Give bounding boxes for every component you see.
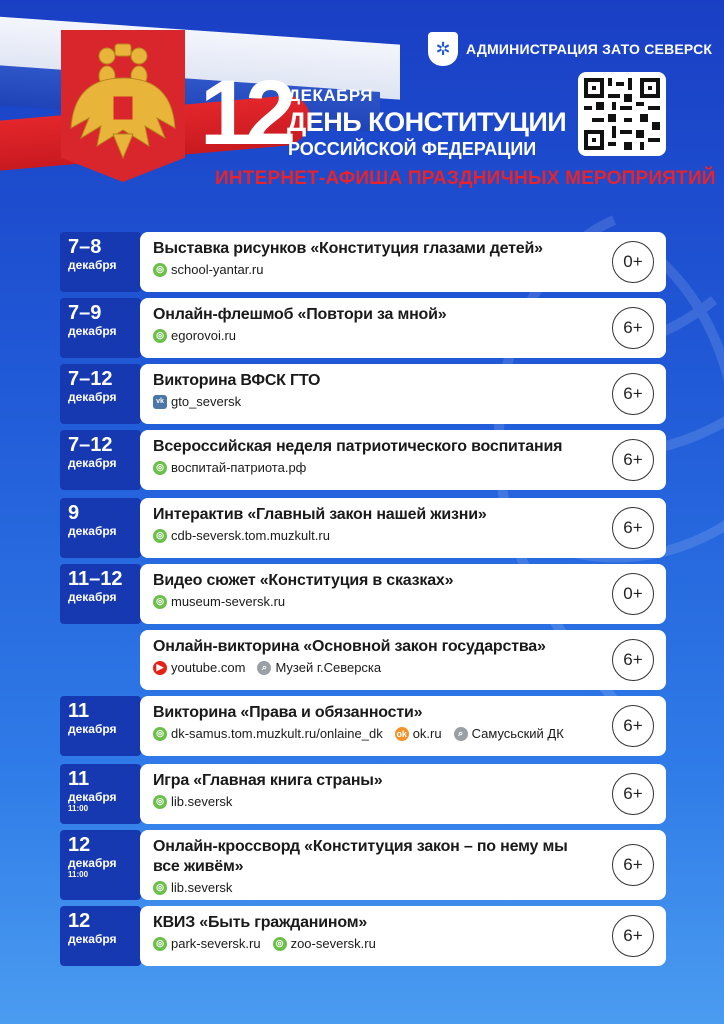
event-date bbox=[60, 430, 141, 490]
event-title: Игра «Главная книга страны» bbox=[153, 772, 383, 789]
event-title: Всероссийская неделя патриотического воспитания bbox=[153, 438, 563, 455]
event-link-text: Самусьский ДК bbox=[471, 726, 564, 741]
event-date-day: 12 bbox=[68, 910, 91, 932]
event-row bbox=[60, 696, 666, 756]
globe-icon: ◎ bbox=[153, 595, 167, 609]
event-title: Онлайн-викторина «Основной закон государства» bbox=[153, 638, 546, 655]
event-time: 11:00 bbox=[68, 870, 89, 879]
event-date-day: 7–12 bbox=[68, 434, 113, 456]
odnoklassniki-icon: ok bbox=[396, 728, 407, 739]
search-icon: ⌕ bbox=[454, 727, 468, 741]
event-link[interactable] bbox=[153, 394, 241, 409]
event-link-text: Музей г.Северска bbox=[275, 660, 382, 675]
event-row bbox=[60, 630, 666, 690]
event-date-month: декабря bbox=[68, 390, 117, 404]
event-link[interactable] bbox=[257, 660, 381, 675]
event-link[interactable] bbox=[153, 794, 232, 809]
event-links bbox=[153, 880, 610, 895]
seversk-emblem-icon: ✲ bbox=[428, 32, 458, 66]
event-link[interactable] bbox=[153, 460, 306, 475]
event-date-month: декабря bbox=[68, 790, 117, 804]
globe-icon: ◎ bbox=[153, 937, 167, 951]
event-title: Онлайн-кроссворд «Конституция закон – по нему мы все живём» bbox=[153, 838, 568, 875]
event-date-month: декабря bbox=[68, 722, 117, 736]
coat-of-arms-icon bbox=[61, 30, 185, 182]
event-link-text: ok.ru bbox=[412, 726, 442, 741]
age-rating-badge: 6+ bbox=[612, 307, 654, 349]
event-date bbox=[60, 298, 141, 358]
event-date-day: 12 bbox=[68, 834, 91, 856]
event-link-text: museum-seversk.ru bbox=[171, 594, 286, 609]
event-links bbox=[153, 660, 610, 675]
holiday-federation: РОССИЙСКОЙ ФЕДЕРАЦИИ bbox=[288, 139, 537, 159]
event-link[interactable] bbox=[153, 262, 264, 277]
age-rating-badge: 6+ bbox=[612, 915, 654, 957]
event-row bbox=[60, 298, 666, 358]
event-date-day: 11 bbox=[68, 768, 90, 790]
event-title: Онлайн-флешмоб «Повтори за мной» bbox=[153, 306, 447, 323]
event-date-day: 11–12 bbox=[68, 568, 123, 590]
event-card bbox=[140, 696, 666, 756]
event-card bbox=[140, 232, 666, 292]
event-date-month: декабря bbox=[68, 932, 117, 946]
admin-brand bbox=[428, 32, 712, 66]
event-row bbox=[60, 764, 666, 824]
globe-icon: ◎ bbox=[153, 881, 167, 895]
event-link[interactable] bbox=[153, 328, 236, 343]
event-card bbox=[140, 298, 666, 358]
event-link[interactable] bbox=[153, 660, 245, 675]
globe-icon: ◎ bbox=[153, 529, 167, 543]
event-title: КВИЗ «Быть гражданином» bbox=[153, 914, 368, 931]
event-links bbox=[153, 460, 610, 475]
event-date bbox=[60, 830, 141, 900]
event-title: Выставка рисунков «Конституция глазами детей» bbox=[153, 240, 543, 257]
event-card bbox=[140, 364, 666, 424]
event-date-month: декабря bbox=[68, 590, 117, 604]
event-link[interactable] bbox=[153, 594, 285, 609]
event-date-month: декабря bbox=[68, 856, 117, 870]
event-links bbox=[153, 594, 610, 609]
event-date-month: декабря bbox=[68, 258, 117, 272]
event-date bbox=[60, 764, 141, 824]
search-icon: ⌕ bbox=[257, 661, 271, 675]
event-link[interactable] bbox=[273, 936, 376, 951]
event-date bbox=[60, 232, 141, 292]
event-links bbox=[153, 394, 610, 409]
event-link-text: egorovoi.ru bbox=[171, 328, 237, 343]
event-row bbox=[60, 564, 666, 624]
globe-icon: ◎ bbox=[153, 461, 167, 475]
event-link[interactable] bbox=[153, 880, 232, 895]
age-rating-badge: 6+ bbox=[612, 373, 654, 415]
event-date bbox=[60, 564, 141, 624]
globe-icon: ◎ bbox=[273, 937, 287, 951]
event-link[interactable] bbox=[454, 726, 564, 741]
event-date-day: 7–12 bbox=[68, 368, 113, 390]
age-rating-badge: 6+ bbox=[612, 507, 654, 549]
event-title: Викторина ВФСК ГТО bbox=[153, 372, 321, 389]
globe-icon: ◎ bbox=[153, 727, 167, 741]
event-link-text: cdb-seversk.tom.muzkult.ru bbox=[171, 528, 330, 543]
admin-name: АДМИНИСТРАЦИЯ ЗАТО СЕВЕРСК bbox=[466, 41, 713, 57]
event-date bbox=[60, 906, 141, 966]
event-link-text: lib.seversk bbox=[171, 880, 233, 895]
event-link-text: gto_seversk bbox=[171, 394, 242, 409]
event-link-text: lib.seversk bbox=[171, 794, 233, 809]
event-link-text: park-seversk.ru bbox=[171, 936, 261, 951]
event-date-day: 7–9 bbox=[68, 302, 102, 324]
event-title: Интерактив «Главный закон нашей жизни» bbox=[153, 506, 487, 523]
event-title: Видео сюжет «Конституция в сказках» bbox=[153, 572, 454, 589]
event-link[interactable] bbox=[153, 528, 330, 543]
event-link-text: zoo-seversk.ru bbox=[290, 936, 376, 951]
age-rating-badge: 0+ bbox=[612, 573, 654, 615]
event-link[interactable] bbox=[395, 726, 442, 741]
age-rating-badge: 6+ bbox=[612, 844, 654, 886]
event-date bbox=[60, 696, 141, 756]
age-rating-badge: 6+ bbox=[612, 639, 654, 681]
vk-icon: vk bbox=[153, 395, 167, 409]
globe-icon: ◎ bbox=[153, 795, 167, 809]
event-links bbox=[153, 726, 610, 741]
event-link-text: dk-samus.tom.muzkult.ru/onlaine_dk bbox=[171, 726, 383, 741]
event-row bbox=[60, 906, 666, 966]
event-card bbox=[140, 430, 666, 490]
event-row bbox=[60, 430, 666, 490]
event-title: Викторина «Права и обязанности» bbox=[153, 704, 423, 721]
age-rating-badge: 6+ bbox=[612, 773, 654, 815]
event-card bbox=[140, 498, 666, 558]
holiday-day: 12 bbox=[200, 62, 291, 164]
event-date-day: 9 bbox=[68, 502, 80, 524]
event-card bbox=[140, 906, 666, 966]
event-row bbox=[60, 498, 666, 558]
event-link-text: school-yantar.ru bbox=[171, 262, 264, 277]
event-link-text: youtube.com bbox=[171, 660, 246, 675]
event-date-month: декабря bbox=[68, 324, 117, 338]
event-date-month: декабря bbox=[68, 456, 117, 470]
event-links bbox=[153, 262, 610, 277]
qr-code[interactable] bbox=[578, 72, 666, 156]
event-link-text: воспитай-патриота.рф bbox=[171, 460, 307, 475]
event-row bbox=[60, 830, 666, 900]
event-date-day: 7–8 bbox=[68, 236, 102, 258]
age-rating-badge: 0+ bbox=[612, 241, 654, 283]
event-card bbox=[140, 630, 666, 690]
event-row bbox=[60, 364, 666, 424]
youtube-icon: ▶ bbox=[153, 661, 167, 675]
event-date-month: декабря bbox=[68, 524, 117, 538]
event-links bbox=[153, 328, 610, 343]
holiday-title: ДЕНЬ КОНСТИТУЦИИ bbox=[287, 107, 567, 137]
event-date-day: 11 bbox=[68, 700, 90, 722]
event-date bbox=[60, 364, 141, 424]
event-card bbox=[140, 564, 666, 624]
event-links bbox=[153, 936, 610, 951]
globe-icon: ◎ bbox=[153, 263, 167, 277]
age-rating-badge: 6+ bbox=[612, 439, 654, 481]
poster-subtitle: ИНТЕРНЕТ-АФИША ПРАЗДНИЧНЫХ МЕРОПРИЯТИЙ bbox=[215, 168, 716, 189]
globe-icon: ◎ bbox=[153, 329, 167, 343]
event-row bbox=[60, 232, 666, 292]
event-link[interactable] bbox=[153, 726, 383, 741]
holiday-month: ДЕКАБРЯ bbox=[288, 86, 373, 105]
event-link[interactable] bbox=[153, 936, 261, 951]
event-time: 11:00 bbox=[68, 804, 89, 813]
event-card bbox=[140, 764, 666, 824]
event-date bbox=[60, 498, 141, 558]
event-card bbox=[140, 830, 666, 900]
age-rating-badge: 6+ bbox=[612, 705, 654, 747]
event-links bbox=[153, 794, 610, 809]
event-links bbox=[153, 528, 610, 543]
